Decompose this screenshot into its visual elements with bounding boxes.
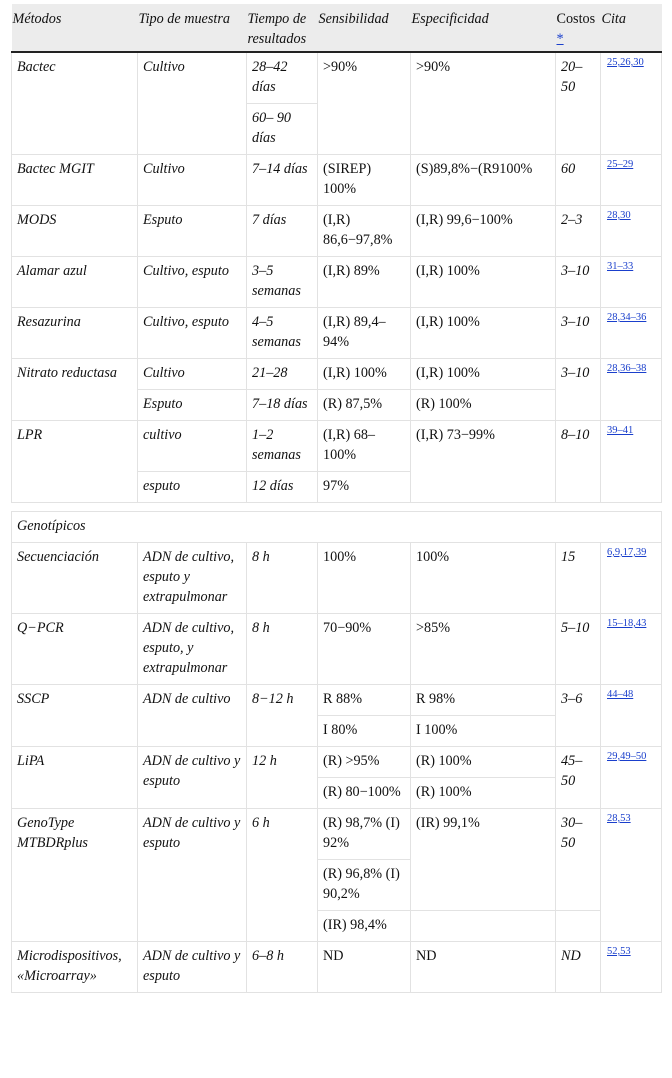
- cell-sensibilidad: (R) 98,7% (I) 92%: [318, 809, 411, 860]
- cell-metodo: Alamar azul: [12, 257, 138, 308]
- cell-muestra: esputo: [138, 472, 247, 503]
- citation-link[interactable]: 6,9,17,39: [607, 547, 647, 558]
- citation-link[interactable]: 44–48: [607, 689, 634, 700]
- cell-metodo: Q−PCR: [12, 614, 138, 685]
- cell-especificidad: ND: [411, 942, 556, 993]
- cell-especificidad: 100%: [411, 543, 556, 614]
- table-row: [12, 359, 662, 390]
- cell-costo: 3–6: [556, 685, 601, 747]
- cell-metodo: Microdispositivos, «Microarray»: [12, 942, 138, 993]
- citation-link[interactable]: 25,26,30: [607, 57, 644, 68]
- cell-tiempo: 4–5 semanas: [247, 308, 318, 359]
- cell-cita: [601, 308, 662, 359]
- cell-cita: [601, 257, 662, 308]
- cell-especificidad: (R) 100%: [411, 390, 556, 421]
- header-cita: Cita: [601, 4, 662, 52]
- section-genotipicos: Genotípicos: [12, 512, 662, 543]
- cell-metodo: GenoType MTBDRplus: [12, 809, 138, 942]
- cell-metodo: Bactec: [12, 52, 138, 155]
- citation-link[interactable]: 28,34–36: [607, 312, 647, 323]
- cell-sensibilidad: (R) 96,8% (I) 90,2%: [318, 860, 411, 911]
- table-row: [12, 257, 662, 308]
- cell-tiempo: 1–2 semanas: [247, 421, 318, 472]
- cell-especificidad: (IR) 99,1%: [411, 809, 556, 911]
- table-row: [12, 155, 662, 206]
- cell-especificidad: (R) 100%: [411, 747, 556, 778]
- citation-link[interactable]: 28,36–38: [607, 363, 647, 374]
- cell-costo: 3–10: [556, 359, 601, 421]
- cell-sensibilidad: (I,R) 89,4–94%: [318, 308, 411, 359]
- cell-sensibilidad: 70−90%: [318, 614, 411, 685]
- cell-costo: 60: [556, 155, 601, 206]
- cell-sensibilidad: (I,R) 68–100%: [318, 421, 411, 472]
- citation-link[interactable]: 31–33: [607, 261, 634, 272]
- cell-cita: [601, 421, 662, 503]
- cell-muestra: Esputo: [138, 206, 247, 257]
- header-costos: [556, 4, 601, 52]
- header-costos-label: Costos: [556, 11, 596, 27]
- costos-footnote-link[interactable]: *: [556, 31, 564, 47]
- cell-cita: [601, 52, 662, 155]
- cell-costo: 5–10: [556, 614, 601, 685]
- citation-link[interactable]: 15–18,43: [607, 618, 647, 629]
- table-row: [12, 421, 662, 472]
- cell-muestra: ADN de cultivo y esputo: [138, 942, 247, 993]
- cell-especificidad: >90%: [411, 52, 556, 155]
- cell-metodo: SSCP: [12, 685, 138, 747]
- cell-sensibilidad: 97%: [318, 472, 411, 503]
- cell-costo: 15: [556, 543, 601, 614]
- cell-cita: [601, 942, 662, 993]
- cell-tiempo: 12 h: [247, 747, 318, 809]
- citation-link[interactable]: 52,53: [607, 946, 631, 957]
- table-row: [12, 747, 662, 778]
- cell-muestra: Cultivo: [138, 359, 247, 390]
- header-tiempo: Tiempo de resultados: [247, 4, 318, 52]
- table-row: [12, 809, 662, 860]
- cell-muestra: Cultivo, esputo: [138, 257, 247, 308]
- cell-tiempo: 12 días: [247, 472, 318, 503]
- cell-tiempo: 8 h: [247, 543, 318, 614]
- cell-especificidad: (I,R) 73−99%: [411, 421, 556, 503]
- cell-muestra: cultivo: [138, 421, 247, 472]
- cell-especificidad-empty: [411, 911, 556, 942]
- table-row: [12, 614, 662, 685]
- section-spacer: [12, 503, 662, 512]
- cell-sensibilidad: (R) 87,5%: [318, 390, 411, 421]
- cell-costo: 3–10: [556, 308, 601, 359]
- citation-link[interactable]: 25–29: [607, 159, 634, 170]
- cell-sensibilidad: (I,R) 100%: [318, 359, 411, 390]
- cell-muestra: Esputo: [138, 390, 247, 421]
- cell-especificidad: R 98%: [411, 685, 556, 716]
- cell-costo: 45–50: [556, 747, 601, 809]
- cell-muestra: Cultivo: [138, 52, 247, 155]
- cell-costo: 20–50: [556, 52, 601, 155]
- cell-tiempo: 6 h: [247, 809, 318, 942]
- cell-cita: [601, 685, 662, 747]
- table-row: [12, 942, 662, 993]
- cell-especificidad: >85%: [411, 614, 556, 685]
- cell-metodo: MODS: [12, 206, 138, 257]
- cell-sensibilidad: 100%: [318, 543, 411, 614]
- cell-costo: 8–10: [556, 421, 601, 503]
- cell-especificidad: (R) 100%: [411, 778, 556, 809]
- cell-sensibilidad: (R) 80−100%: [318, 778, 411, 809]
- cell-tiempo: 7–18 días: [247, 390, 318, 421]
- cell-cita: [601, 614, 662, 685]
- cell-especificidad: (I,R) 100%: [411, 359, 556, 390]
- citation-link[interactable]: 28,53: [607, 813, 631, 824]
- cell-sensibilidad: I 80%: [318, 716, 411, 747]
- cell-sensibilidad: >90%: [318, 52, 411, 155]
- cell-sensibilidad: (I,R) 86,6−97,8%: [318, 206, 411, 257]
- cell-muestra: ADN de cultivo, esputo y extrapulmonar: [138, 543, 247, 614]
- cell-tiempo: 6–8 h: [247, 942, 318, 993]
- cell-metodo: LPR: [12, 421, 138, 503]
- cell-tiempo: 7 días: [247, 206, 318, 257]
- cell-metodo: Bactec MGIT: [12, 155, 138, 206]
- cell-costo: 2–3: [556, 206, 601, 257]
- table-row: [12, 308, 662, 359]
- cell-cita: [601, 809, 662, 942]
- cell-muestra: ADN de cultivo, esputo, y extrapulmonar: [138, 614, 247, 685]
- methods-table: [11, 4, 662, 993]
- table-row: [12, 206, 662, 257]
- header-tipo: Tipo de muestra: [138, 4, 247, 52]
- cell-tiempo: 21–28: [247, 359, 318, 390]
- cell-tiempo: 60– 90 días: [247, 104, 318, 155]
- cell-especificidad: (S)89,8%−(R9100%: [411, 155, 556, 206]
- cell-muestra: Cultivo, esputo: [138, 308, 247, 359]
- cell-metodo: Secuenciación: [12, 543, 138, 614]
- citation-link[interactable]: 28,30: [607, 210, 631, 221]
- spacer-cell: [12, 503, 662, 512]
- cell-sensibilidad: (SIREP) 100%: [318, 155, 411, 206]
- header-metodos: Métodos: [12, 4, 138, 52]
- citation-link[interactable]: 29,49–50: [607, 751, 647, 762]
- citation-link[interactable]: 39–41: [607, 425, 634, 436]
- cell-muestra: ADN de cultivo: [138, 685, 247, 747]
- table-row: [12, 685, 662, 716]
- cell-metodo: Nitrato reductasa: [12, 359, 138, 421]
- header-especificidad: Especificidad: [411, 4, 556, 52]
- cell-tiempo: 8−12 h: [247, 685, 318, 747]
- cell-costo: ND: [556, 942, 601, 993]
- cell-cita: [601, 206, 662, 257]
- cell-muestra: Cultivo: [138, 155, 247, 206]
- cell-muestra: ADN de cultivo y esputo: [138, 747, 247, 809]
- cell-cita: [601, 747, 662, 809]
- cell-tiempo: 8 h: [247, 614, 318, 685]
- cell-costo: 3–10: [556, 257, 601, 308]
- cell-especificidad: (I,R) 100%: [411, 257, 556, 308]
- cell-sensibilidad: ND: [318, 942, 411, 993]
- table-header: [12, 4, 662, 52]
- cell-sensibilidad: R 88%: [318, 685, 411, 716]
- cell-tiempo: 28–42 días: [247, 52, 318, 104]
- cell-costo-empty: [556, 911, 601, 942]
- cell-cita: [601, 155, 662, 206]
- cell-sensibilidad: (I,R) 89%: [318, 257, 411, 308]
- cell-cita: [601, 543, 662, 614]
- cell-especificidad: (I,R) 100%: [411, 308, 556, 359]
- cell-metodo: LiPA: [12, 747, 138, 809]
- cell-tiempo: 7–14 días: [247, 155, 318, 206]
- cell-metodo: Resazurina: [12, 308, 138, 359]
- cell-costo: 30–50: [556, 809, 601, 911]
- cell-tiempo: 3–5 semanas: [247, 257, 318, 308]
- cell-cita: [601, 359, 662, 421]
- cell-especificidad: I 100%: [411, 716, 556, 747]
- table-row: [12, 543, 662, 614]
- cell-sensibilidad: (R) >95%: [318, 747, 411, 778]
- cell-especificidad: (I,R) 99,6−100%: [411, 206, 556, 257]
- cell-muestra: ADN de cultivo y esputo: [138, 809, 247, 942]
- cell-sensibilidad: (IR) 98,4%: [318, 911, 411, 942]
- header-sensibilidad: Sensibilidad: [318, 4, 411, 52]
- table-row: [12, 52, 662, 104]
- section-row: [12, 512, 662, 543]
